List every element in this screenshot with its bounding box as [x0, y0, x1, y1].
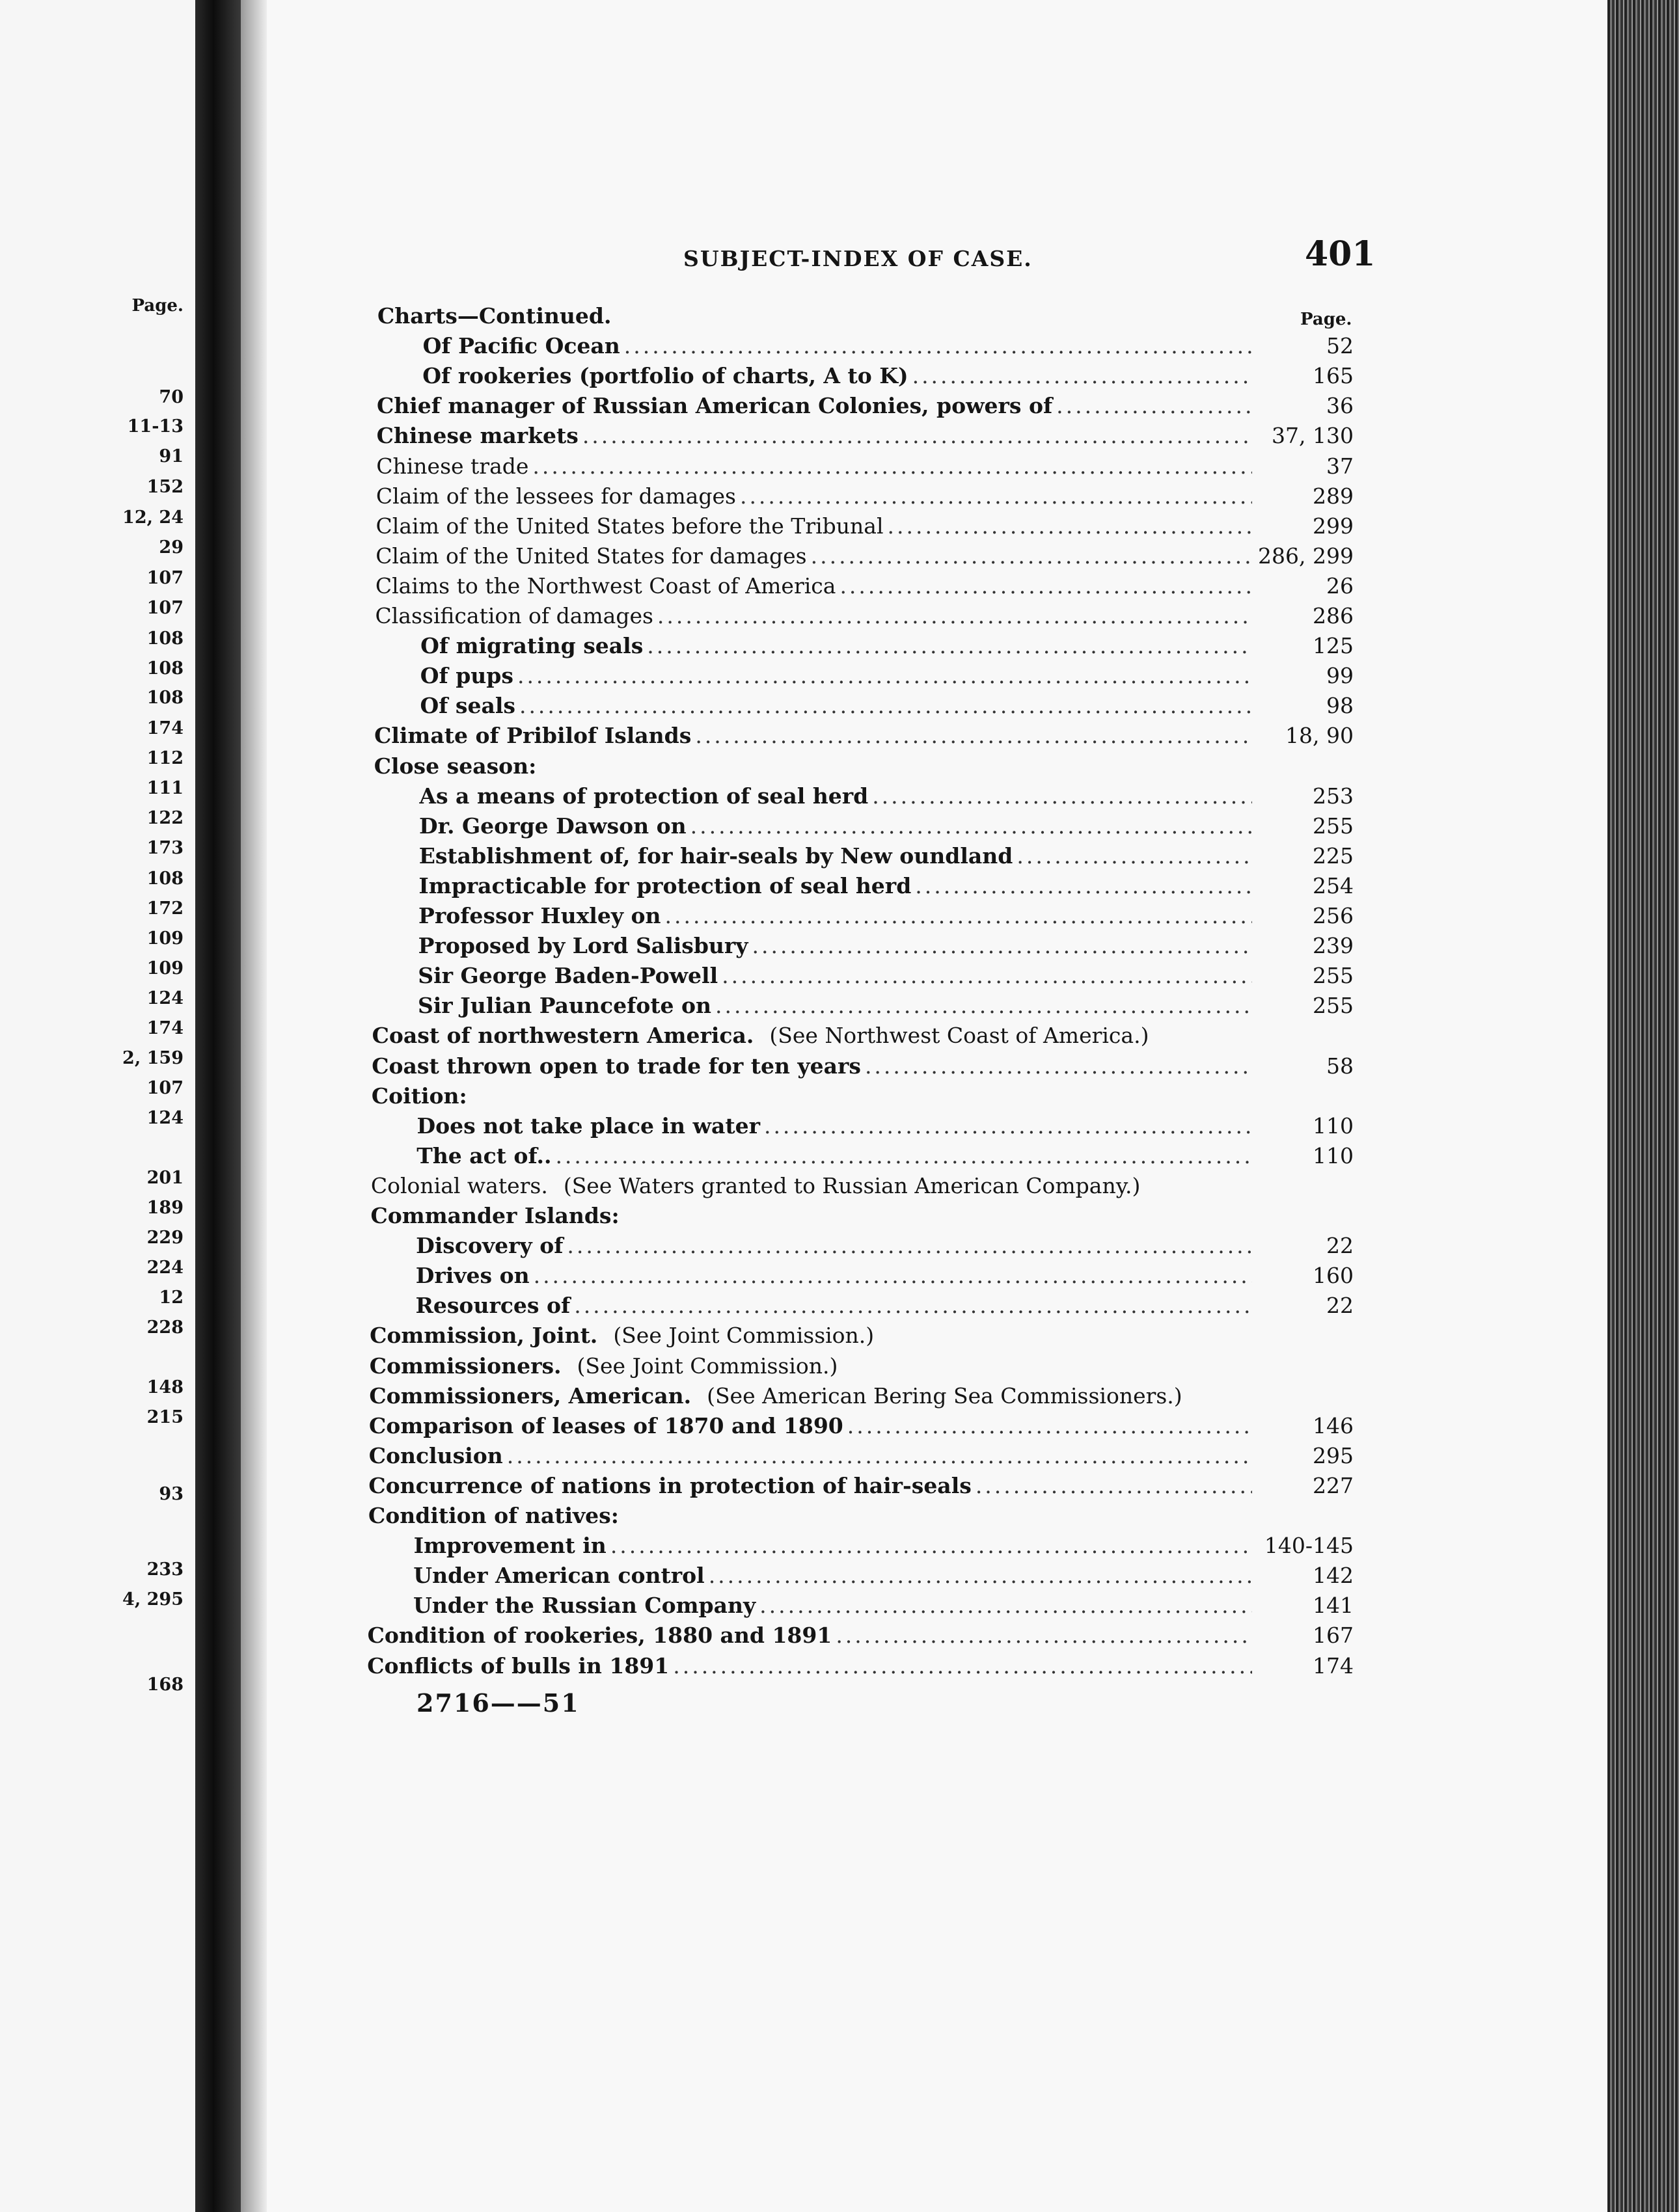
index-entry	[420, 633, 1354, 658]
entry-label: Claim of the lessees for damages	[375, 483, 736, 509]
left-page-heading: Page.	[131, 296, 184, 316]
entry-page-ref: 167	[1312, 1623, 1354, 1649]
entry-page-ref: 110	[1312, 1113, 1354, 1139]
index-entry	[413, 1593, 1354, 1618]
entry-page-ref: 253	[1312, 783, 1354, 809]
index-entry	[420, 693, 1354, 718]
index-entry	[368, 1503, 1354, 1528]
entry-label: Of Pacific Ocean	[422, 333, 620, 359]
index-entry	[419, 783, 1354, 809]
left-page-number: 107	[146, 598, 184, 618]
index-entry	[416, 1143, 1354, 1168]
leader-dots	[847, 1413, 1252, 1438]
left-page-number: 224	[146, 1258, 184, 1278]
entry-page-ref: 141	[1312, 1593, 1354, 1619]
index-entry	[374, 723, 1354, 748]
index-entry	[377, 303, 1354, 329]
left-page-fragment	[0, 0, 195, 2212]
index-entry	[377, 423, 1354, 448]
left-page-number: 112	[146, 748, 184, 768]
entry-page-ref: 286, 299	[1258, 543, 1354, 569]
leader-dots	[647, 633, 1252, 658]
left-page-number: 108	[146, 628, 184, 649]
entry-label: Comparison of leases of 1870 and 1890	[369, 1412, 843, 1438]
leader-dots	[665, 903, 1253, 928]
left-page-number: 4, 295	[122, 1589, 184, 1610]
index-entry	[370, 1323, 1354, 1348]
entry-cross-reference: (See Joint Commission.)	[613, 1323, 875, 1349]
left-page-number: 233	[146, 1559, 184, 1580]
index-entry	[369, 1443, 1354, 1468]
left-page-number: 29	[159, 537, 184, 558]
book-gutter	[195, 0, 241, 2212]
entry-page-ref: 26	[1326, 573, 1354, 599]
index-entry	[376, 513, 1354, 539]
index-entry	[376, 453, 1354, 479]
left-page-number: 172	[146, 898, 184, 919]
entry-page-ref: 99	[1326, 663, 1354, 689]
leader-dots	[722, 963, 1252, 988]
entry-page-ref: 22	[1326, 1293, 1354, 1319]
entry-label: Commission, Joint.	[370, 1323, 598, 1349]
left-page-number: 2, 159	[122, 1048, 184, 1068]
index-entry	[419, 843, 1354, 869]
index-entry	[417, 1113, 1354, 1139]
index-entry	[377, 393, 1354, 418]
leader-dots	[673, 1653, 1252, 1679]
entry-label: Condition of natives:	[368, 1503, 619, 1528]
entry-page-ref: 165	[1312, 363, 1354, 389]
entry-label: Of seals	[420, 693, 515, 719]
entry-label: Claim of the United States before the Tribunal	[375, 513, 884, 539]
leader-dots	[624, 333, 1252, 358]
entry-label: Of migrating seals	[420, 633, 644, 659]
index-entry	[376, 483, 1354, 509]
left-page-number: 107	[146, 568, 184, 588]
left-page-number: 229	[146, 1228, 184, 1248]
entry-label: Does not take place in water	[416, 1113, 760, 1139]
index-entry	[369, 1413, 1354, 1438]
left-page-number: 108	[146, 869, 184, 889]
entry-label: Charts—Continued.	[377, 303, 612, 329]
entry-label: Of rookeries (portfolio of charts, A to K)	[422, 363, 908, 389]
entry-label: Coast thrown open to trade for ten years	[372, 1053, 861, 1079]
left-page-number: 111	[146, 778, 184, 798]
entry-label: Of pups	[420, 663, 513, 689]
entry-label: Resources of	[415, 1293, 571, 1319]
entry-page-ref: 110	[1312, 1142, 1354, 1168]
leader-dots	[752, 933, 1252, 958]
entry-label: Proposed by Lord Salisbury	[418, 933, 748, 959]
entry-page-ref: 142	[1312, 1563, 1354, 1589]
entry-page-ref: 58	[1326, 1053, 1354, 1079]
leader-dots	[915, 873, 1252, 898]
entry-page-ref: 52	[1326, 333, 1354, 359]
entry-cross-reference: (See Waters granted to Russian American Company.)	[563, 1172, 1141, 1198]
left-page-number: 228	[146, 1317, 184, 1338]
leader-dots	[507, 1443, 1252, 1468]
leader-dots	[715, 993, 1252, 1018]
index-entry	[418, 933, 1354, 958]
index-entry	[375, 603, 1354, 628]
entry-label: Commissioners.	[369, 1353, 562, 1379]
entry-page-ref: 22	[1326, 1233, 1354, 1259]
left-page-number: 168	[146, 1675, 184, 1695]
left-page-number: 173	[146, 838, 184, 858]
entry-label: Claims to the Northwest Coast of America	[375, 573, 836, 599]
entry-page-ref: 255	[1312, 993, 1354, 1019]
left-page-number: 124	[146, 988, 184, 1008]
left-page-number: 109	[146, 958, 184, 978]
entry-page-ref: 299	[1312, 513, 1354, 539]
left-page-number: 215	[146, 1407, 184, 1427]
leader-dots	[519, 693, 1252, 718]
leader-dots	[657, 603, 1252, 628]
entry-label: Dr. George Dawson on	[419, 813, 687, 839]
left-page-number: 11-13	[127, 416, 184, 437]
leader-dots	[567, 1233, 1252, 1258]
running-head: SUBJECT-INDEX OF CASE.	[683, 246, 1033, 271]
entry-label: Impracticable for protection of seal herd	[418, 872, 912, 898]
signature-mark: 2716——51	[416, 1688, 580, 1718]
index-entry	[372, 1083, 1354, 1109]
entry-label: Discovery of	[416, 1233, 564, 1259]
index-entry	[367, 1653, 1354, 1679]
index-entry	[418, 873, 1354, 898]
leader-dots	[534, 1263, 1252, 1288]
entry-label: Conclusion	[368, 1442, 503, 1468]
entry-page-ref: 295	[1312, 1442, 1354, 1468]
leader-dots	[574, 1293, 1252, 1318]
index-entry	[416, 1233, 1354, 1258]
index-entry	[418, 993, 1354, 1018]
index-entry	[374, 753, 1354, 779]
index-entry	[416, 1263, 1354, 1288]
entry-label: Commander Islands:	[370, 1203, 620, 1228]
index-entry	[372, 1023, 1354, 1048]
left-page-number: 109	[146, 928, 184, 949]
index-entry	[419, 813, 1354, 839]
page-edge-stack	[1607, 0, 1679, 2212]
entry-page-ref: 174	[1313, 1652, 1354, 1679]
entry-page-ref: 254	[1312, 872, 1354, 898]
entry-page-ref: 286	[1313, 603, 1354, 628]
entry-label: Drives on	[415, 1263, 530, 1289]
entry-label: Conflicts of bulls in 1891	[367, 1652, 670, 1679]
entry-label: Improvement in	[413, 1533, 607, 1559]
index-entry	[368, 1473, 1354, 1498]
entry-page-ref: 140-145	[1264, 1533, 1354, 1559]
entry-page-ref: 18, 90	[1285, 723, 1354, 749]
left-page-number: 148	[146, 1377, 184, 1397]
left-page-number: 70	[159, 387, 184, 407]
left-page-number: 124	[146, 1108, 184, 1128]
entry-cross-reference: (See Northwest Coast of America.)	[769, 1023, 1149, 1049]
entry-label: Close season:	[374, 753, 537, 779]
left-page-number: 189	[146, 1198, 184, 1218]
index-entry	[375, 543, 1354, 569]
index-entry	[420, 663, 1354, 688]
leader-dots	[811, 543, 1252, 569]
leader-dots	[517, 663, 1252, 688]
entry-page-ref: 37, 130	[1272, 423, 1354, 449]
entry-cross-reference: (See American Bering Sea Commissioners.)	[707, 1382, 1182, 1409]
entry-label: Condition of rookeries, 1880 and 1891	[367, 1623, 832, 1649]
index-entry	[413, 1563, 1354, 1588]
entry-label: As a means of protection of seal herd	[419, 783, 869, 809]
left-page-number: 108	[146, 658, 184, 679]
leader-dots	[1017, 843, 1252, 869]
entry-label: Establishment of, for hair-seals by New oundland	[418, 843, 1013, 869]
page-column-heading: Page.	[1300, 310, 1352, 329]
entry-label: Concurrence of nations in protection of hair-seals	[368, 1472, 972, 1498]
page-number: 401	[1305, 234, 1376, 274]
leader-dots	[690, 813, 1252, 839]
entry-label: The act of..	[416, 1142, 552, 1168]
entry-label: Under American control	[413, 1563, 705, 1589]
leader-dots	[532, 453, 1252, 479]
entry-page-ref: 225	[1312, 843, 1354, 869]
leader-dots	[764, 1113, 1252, 1139]
entry-page-ref: 37	[1326, 453, 1354, 479]
leader-dots	[865, 1053, 1252, 1079]
index-entry	[375, 573, 1354, 599]
index-entry	[414, 1533, 1354, 1558]
left-page-number: 91	[159, 446, 184, 466]
entry-page-ref: 255	[1312, 963, 1354, 989]
index-entry	[372, 1053, 1354, 1079]
gutter-shadow	[241, 0, 267, 2212]
entry-page-ref: 36	[1326, 393, 1354, 419]
leader-dots	[888, 513, 1252, 539]
entry-label: Claim of the United States for damages	[375, 543, 807, 569]
entry-page-ref: 227	[1312, 1472, 1354, 1498]
entry-label: Sir Julian Pauncefote on	[417, 993, 712, 1019]
left-page-number: 12, 24	[122, 507, 184, 528]
leader-dots	[836, 1623, 1252, 1648]
leader-dots	[695, 723, 1252, 748]
left-page-number: 93	[159, 1484, 184, 1504]
left-page-number: 201	[146, 1168, 184, 1188]
left-page-number: 174	[146, 1018, 184, 1038]
index-entry	[415, 1293, 1354, 1318]
entry-label: Under the Russian Company	[413, 1593, 756, 1619]
leader-dots	[1056, 393, 1252, 418]
entry-label: Coition:	[371, 1083, 467, 1109]
left-page-number: 12	[159, 1288, 184, 1308]
entry-label: Professor Huxley on	[418, 903, 661, 928]
entry-page-ref: 125	[1312, 633, 1354, 659]
left-page-number: 122	[146, 808, 184, 828]
entry-label: Chief manager of Russian American Colonies, powers of	[376, 393, 1053, 419]
index-entry	[371, 1173, 1354, 1198]
leader-dots	[759, 1593, 1252, 1618]
entry-label: Classification of damages	[375, 603, 653, 628]
index-entry	[418, 903, 1354, 928]
index-entry	[418, 963, 1354, 988]
entry-label: Climate of Pribilof Islands	[374, 723, 692, 749]
entry-page-ref: 255	[1312, 813, 1354, 839]
left-page-number: 174	[146, 718, 184, 738]
leader-dots	[610, 1533, 1252, 1558]
entry-page-ref: 239	[1312, 933, 1354, 959]
leader-dots	[912, 363, 1252, 388]
entry-label: Sir George Baden-Powell	[418, 963, 718, 989]
entry-page-ref: 289	[1312, 483, 1354, 509]
left-page-number: 152	[146, 477, 184, 497]
index-entry	[370, 1353, 1354, 1379]
leader-dots	[872, 783, 1252, 809]
index-entry	[422, 363, 1354, 388]
leader-dots	[976, 1473, 1252, 1498]
entry-label: Commissioners, American.	[369, 1382, 692, 1409]
index-entry	[369, 1383, 1354, 1409]
entry-page-ref: 146	[1312, 1412, 1354, 1438]
leader-dots	[709, 1563, 1252, 1588]
left-page-number: 107	[146, 1078, 184, 1098]
entry-label: Coast of northwestern America.	[372, 1023, 754, 1049]
left-page-number: 108	[146, 688, 184, 708]
index-entry	[423, 333, 1354, 358]
entry-label: Chinese trade	[376, 453, 529, 479]
entry-page-ref: 256	[1313, 903, 1354, 928]
entry-label: Chinese markets	[376, 423, 579, 449]
index-entry	[371, 1203, 1354, 1228]
leader-dots	[740, 483, 1252, 509]
leader-dots	[582, 423, 1252, 448]
leader-dots	[555, 1143, 1252, 1168]
entry-page-ref: 160	[1312, 1263, 1354, 1289]
index-entry	[368, 1623, 1354, 1648]
entry-cross-reference: (See Joint Commission.)	[577, 1353, 838, 1379]
entry-label: Colonial waters.	[370, 1172, 548, 1198]
leader-dots	[840, 573, 1252, 599]
entry-page-ref: 98	[1326, 693, 1354, 719]
